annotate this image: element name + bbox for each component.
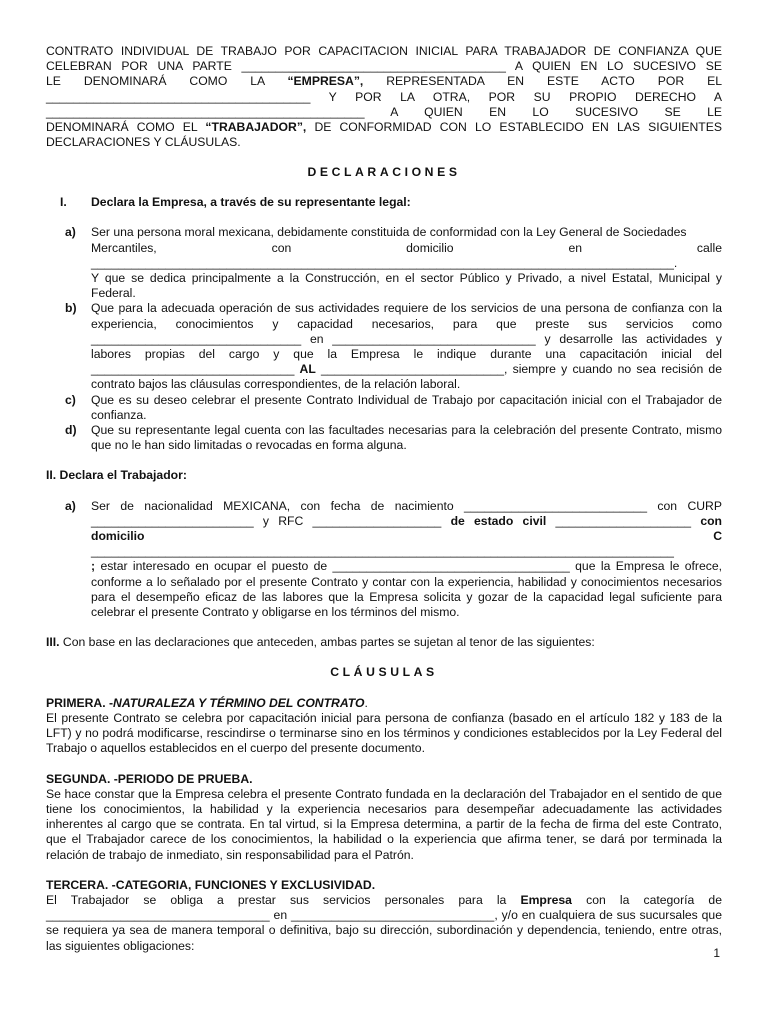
intro-line: _______________________________________ Y POR LA OTRA, POR SU PROPIO DERECHO A (46, 89, 722, 104)
blank-line: ______________________________________________________________________________________ (91, 544, 674, 559)
item-label: a) (65, 498, 76, 513)
declaration-item-a (46, 225, 722, 301)
clause-heading-primera (46, 696, 722, 711)
section-number: I. (60, 195, 67, 210)
item-text-part: ________________________ y RFC ___________________ (91, 513, 451, 528)
section-text: Con base en las declaraciones que anteceden, ambas partes se sujetan al tenor de las siguientes: (59, 635, 595, 650)
trabajador-term: “TRABAJADOR”, (205, 120, 307, 135)
clause-text-part: con la categoría de _________________________________ en ______________________________, y/o en cualquiera de sus sucursales que se requiera ya sea de manera temporal o definitiva, bajo su dirección, subordinación y dependencia, teniendo, entre otras, las siguientes obligaciones: (46, 892, 722, 953)
intro-line: CELEBRAN POR UNA PARTE _______________________________________ A QUIEN EN LO SUCESIVO SE (46, 59, 722, 74)
blank-line: ______________________________________________________________________________________. (91, 255, 678, 270)
clause-title: NATURALEZA Y TÉRMINO DEL CONTRATO (113, 695, 365, 710)
con-label: con (700, 513, 722, 528)
item-text (91, 301, 722, 392)
item-text: Ser una persona moral mexicana, debidamente constituida de conformidad con la Ley General de Sociedades (91, 225, 687, 240)
c-label: C (713, 529, 722, 544)
section-i-heading (46, 195, 722, 210)
intro-paragraph (46, 44, 722, 152)
item-label: d) (65, 423, 77, 438)
clause-text-part: El Trabajador se obliga a prestar sus servicios personales para la (46, 892, 521, 907)
section-number: III. (46, 635, 60, 650)
clause-body-segunda: Se hace constar que la Empresa celebra el presente Contrato fundada en la declaración del Trabajador en el sentido de que tiene los conocimientos, la habilidad y la experiencia necesarios para desempeñar adecuadamente las actividades inherentes al cargo que se contrata. En tal virtud, si la Empresa determina, a partir de la fecha de firma del este Contrato, que el Trabajador carece de los conocimientos, la habilidad o la experiencia que afirma tener, se dará por terminada la relación de trabajo de inmediato, sin responsabilidad para el Patrón. (46, 786, 722, 862)
item-text-part: ____________________ (546, 513, 701, 528)
clause-heading-tercera: TERCERA. -CATEGORIA, FUNCIONES Y EXCLUSIVIDAD. (46, 877, 376, 892)
item-text: Que es su deseo celebrar el presente Contrato Individual de Trabajo por capacitación inicial con el Trabajador de confianza. (91, 392, 722, 422)
intro-line: DECLARACIONES Y CLÁUSULAS. (46, 135, 241, 150)
clause-heading-segunda: SEGUNDA. -PERIODO DE PRUEBA. (46, 771, 253, 786)
domicilio-line (91, 529, 722, 544)
intro-line (46, 120, 722, 135)
item-text (91, 559, 722, 620)
item-text: Ser de nacionalidad MEXICANA, con fecha de nacimiento ___________________________ con CURP (91, 498, 722, 513)
intro-line: CONTRATO INDIVIDUAL DE TRABAJO POR CAPACITACION INICIAL PARA TRABAJADOR DE CONFIANZA QUE (46, 44, 722, 58)
al-term: AL (299, 362, 316, 377)
intro-text: DE CONFORMIDAD CON LO ESTABLECIDO EN LAS SIGUIENTES (306, 120, 722, 135)
section-title: Declara la Empresa, a través de su representante legal: (91, 195, 411, 210)
item-label: b) (65, 301, 77, 316)
declaration-item-c (46, 393, 722, 423)
intro-text: REPRESENTADA EN ESTE ACTO POR EL (363, 74, 722, 89)
item-text-part: estar interesado en ocupar el puesto de ___________________________________ que la Empresa le ofrece, conforme a lo señalado por el presente Contrato y contar con la experiencia, habilidad y conocimientos necesarios para el desempeño eficaz de las labores que la Empresa solicita y gozar de la capacidad legal suficiente para celebrar el presente Contrato y obligarse en los términos del mismo. (91, 559, 722, 620)
item-label: c) (65, 392, 76, 407)
item-text-part: ___________________________, siempre y cuando no sea recisión de contrato bajos las cláusulas correspondientes, de la relación laboral. (91, 362, 722, 392)
intro-line (46, 74, 722, 89)
intro-text: DENOMINARÁ COMO EL (46, 120, 206, 135)
estado-civil-label: de estado civil (450, 513, 547, 528)
item-text (91, 514, 722, 529)
item-label: a) (65, 225, 76, 240)
contract-page (46, 44, 722, 954)
page-number: 1 (713, 946, 720, 960)
section-ii-heading: II. Declara el Trabajador: (46, 468, 187, 483)
intro-text: LE DENOMINARÁ COMO LA (46, 74, 288, 89)
clausulas-heading: CLÁUSULAS (330, 665, 438, 680)
item-text: Mercantiles, con domicilio en calle (91, 240, 722, 255)
empresa-term: Empresa (520, 892, 572, 907)
item-text: Que su representante legal cuenta con las facultades necesarias para la celebración del presente Contrato, mismo que no le han sido limitadas o revocadas en forma alguna. (91, 423, 722, 453)
semicolon: ; (91, 559, 96, 574)
item-text-part: Que para la adecuada operación de sus actividades requiere de los servicios de una persona de confianza con la experiencia, conocimientos y capacidad necesarios, para que preste sus servicios como _______________________________ en ______________________________ y desarrolle las actividades y labores propias del cargo y que la Empresa le indique durante una capacitación inicial del ______________________________ (91, 301, 722, 377)
clause-body-primera: El presente Contrato se celebra por capacitación inicial para persona de confianza (basado en el artículo 182 y 183 de la LFT) y no podrá modificarse, rescindirse o terminarse sino en los términos y condiciones establecidos por la Ley Federal del Trabajo o aquellos establecidos en el cuerpo del presente documento. (46, 710, 722, 756)
intro-line: _______________________________________________ A QUIEN EN LO SUCESIVO SE LE (46, 104, 722, 119)
empresa-term: “EMPRESA”, (287, 74, 364, 89)
declaration-item-b (46, 301, 722, 392)
section-iii (46, 635, 722, 650)
clause-title-end: . (364, 695, 368, 710)
item-text: Y que se dedica principalmente a la Construcción, en el sector Público y Privado, a nivel Estatal, Municipal y Federal. (91, 271, 722, 301)
declaraciones-heading: DECLARACIONES (307, 165, 461, 179)
clause-body-tercera (46, 893, 722, 954)
trabajador-item-a (46, 499, 722, 621)
declaration-item-d (46, 423, 722, 453)
domicilio-label: domicilio (91, 529, 145, 544)
clause-number: PRIMERA. - (46, 695, 114, 710)
